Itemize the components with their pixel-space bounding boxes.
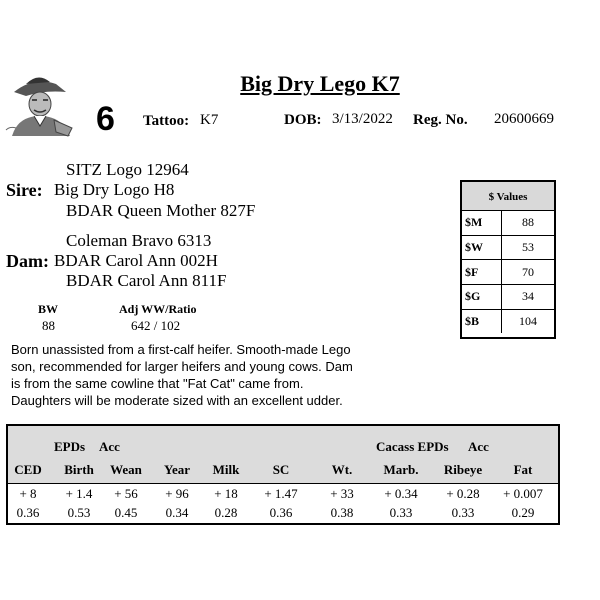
description-text: Born unassisted from a first-calf heifer. Smooth-made Lego son, recommended for larger heifers and young cows. Dam is from the same cowline that "Fat Cat" came from. Daughters will be moderate sized with an excellent udder. — [11, 342, 353, 408]
dob-label: DOB: — [284, 112, 322, 128]
epd-accuracy: 0.34 — [165, 505, 189, 520]
epd-column-header: Marb. — [383, 462, 419, 477]
epd-accuracy: 0.36 — [16, 505, 40, 520]
epd-value: + 1.47 — [264, 486, 298, 501]
dollar-values-box — [460, 180, 556, 339]
tattoo-label: Tattoo: — [143, 113, 190, 129]
epd-column-header: Wean — [110, 462, 142, 477]
epd-column-header: Milk — [212, 462, 240, 477]
epd-group-acc: Acc — [99, 439, 120, 454]
page-title: Big Dry Lego K7 — [240, 71, 400, 96]
tattoo-value: K7 — [200, 112, 219, 128]
lot-number: 6 — [96, 100, 115, 138]
dollar-value-label: $W — [462, 235, 502, 260]
bw-label: BW — [38, 302, 59, 316]
dam-sire: Coleman Bravo 6313 — [66, 231, 212, 250]
epd-column-header: Wt. — [331, 462, 353, 477]
dam-name: BDAR Carol Ann 002H — [54, 251, 218, 270]
carcass-epd-label: Cacass EPDs — [376, 439, 449, 454]
sire-sire: SITZ Logo 12964 — [66, 160, 189, 179]
carcass-epd-acc: Acc — [468, 439, 489, 454]
epd-value: + 1.4 — [65, 486, 93, 501]
bw-value: 88 — [42, 318, 55, 333]
dollar-value-number: 53 — [502, 235, 555, 260]
dollar-value-number: 88 — [522, 215, 534, 230]
epd-value: + 96 — [165, 486, 189, 501]
adj-ww-label: Adj WW/Ratio — [119, 302, 197, 316]
dollar-value-row — [462, 235, 554, 260]
epd-accuracy: 0.33 — [451, 505, 475, 520]
epd-column-header: Year — [164, 462, 190, 477]
epd-column-header: Birth — [64, 462, 94, 477]
epd-table — [6, 424, 560, 525]
epd-accuracy: 0.45 — [114, 505, 138, 520]
epd-accuracy: 0.29 — [511, 505, 535, 520]
dollar-values-table — [462, 211, 554, 333]
epd-accuracy: 0.33 — [389, 505, 413, 520]
dollar-value-row — [462, 309, 554, 333]
dam-dam: BDAR Carol Ann 811F — [66, 271, 227, 290]
epd-accuracy: 0.38 — [330, 505, 354, 520]
dollar-value-row — [462, 260, 554, 285]
dollar-value-row — [462, 211, 554, 235]
epd-value: + 18 — [214, 486, 238, 501]
epd-column-header: SC — [272, 462, 290, 477]
epd-column-header: CED — [14, 462, 42, 477]
epd-column-header: Ribeye — [443, 462, 483, 477]
dollar-value-label: $G — [462, 285, 502, 310]
epd-accuracy: 0.36 — [269, 505, 293, 520]
dollar-value-label: $M — [462, 211, 502, 235]
epd-column-header: Fat — [513, 462, 533, 477]
epd-value: + 56 — [114, 486, 138, 501]
sire-name: Big Dry Logo H8 — [54, 180, 175, 199]
dollar-value-number: 104 — [502, 309, 555, 333]
reg-label: Reg. No. — [413, 112, 468, 128]
epd-value: + 0.34 — [384, 486, 418, 501]
dollar-value-label: $F — [462, 260, 502, 285]
dam-label: Dam: — [6, 251, 49, 271]
epd-accuracy: 0.28 — [214, 505, 238, 520]
epd-value: + 8 — [19, 486, 37, 501]
epd-value: + 33 — [330, 486, 354, 501]
epd-group-label: EPDs — [54, 439, 86, 454]
sire-dam: BDAR Queen Mother 827F — [66, 201, 256, 220]
dob-value: 3/13/2022 — [332, 111, 393, 127]
dollar-values-header: $ Values — [462, 182, 554, 211]
epd-accuracy: 0.53 — [67, 505, 91, 520]
dollar-value-number: 70 — [502, 260, 555, 285]
epd-value: + 0.28 — [446, 486, 480, 501]
epd-value: + 0.007 — [503, 486, 543, 501]
reg-value: 20600669 — [494, 111, 554, 127]
adj-ww-value: 642 / 102 — [131, 318, 181, 333]
dollar-value-number: 34 — [502, 285, 555, 310]
dollar-value-label: $B — [462, 309, 502, 333]
sire-label: Sire: — [6, 180, 43, 200]
dollar-value-row — [462, 285, 554, 310]
